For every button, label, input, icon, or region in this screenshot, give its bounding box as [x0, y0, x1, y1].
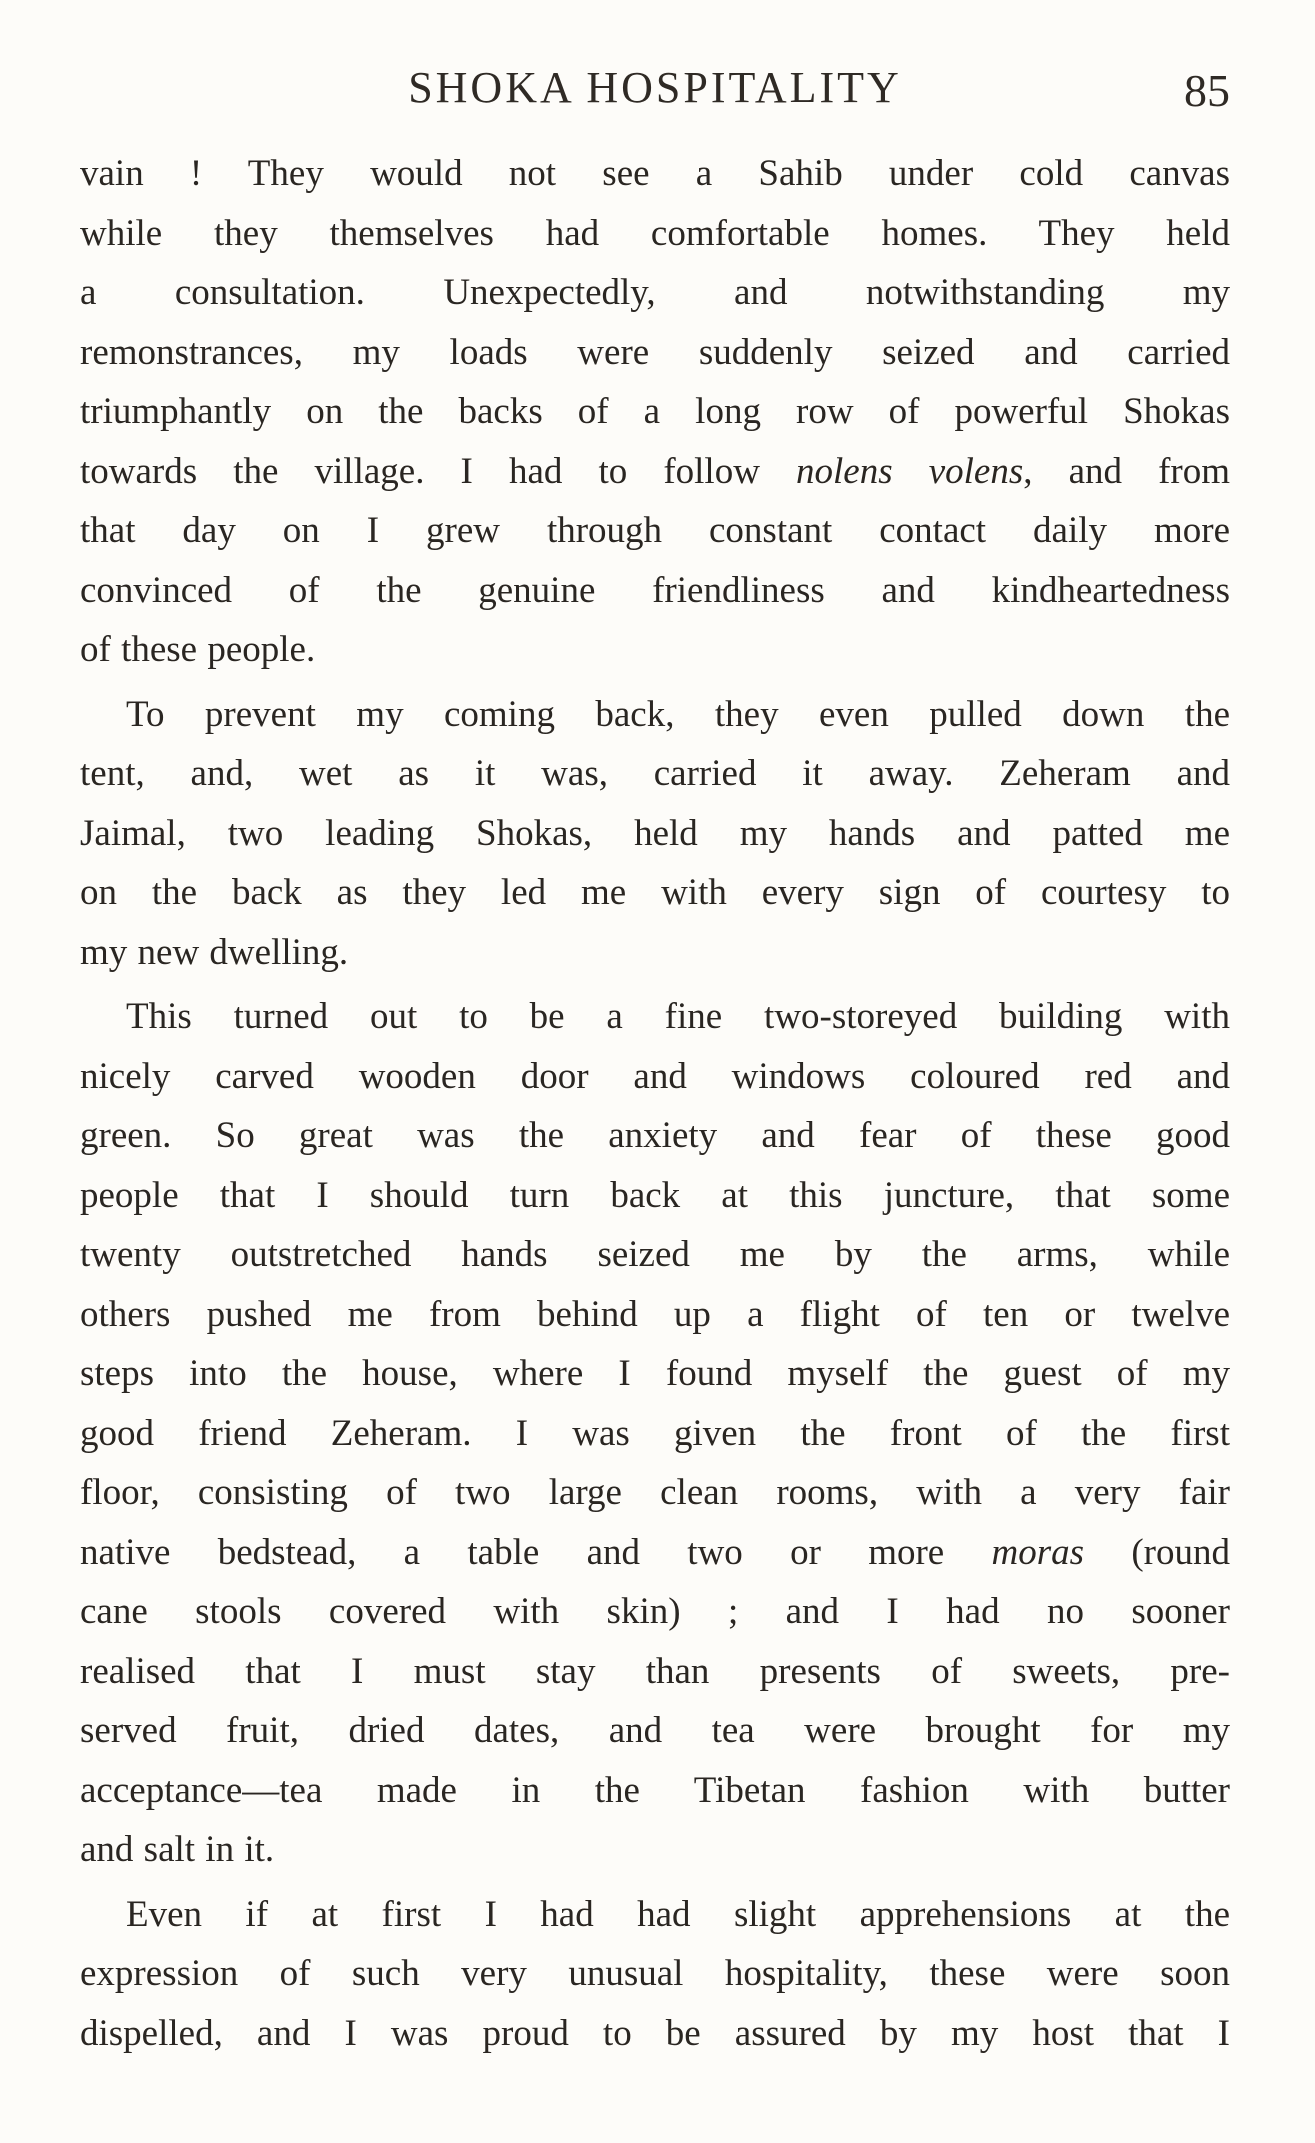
text-line: vain ! They would not see a Sahib under cold canvas — [80, 153, 1230, 194]
running-head — [80, 58, 1230, 118]
text-line: To prevent my coming back, they even pulled down the — [126, 693, 1230, 735]
body-text — [80, 144, 1230, 2063]
text-line: tent, and, wet as it was, carried it away. Zeheram and — [80, 753, 1230, 794]
text-line: convinced of the genuine friendliness and kindheartedness — [80, 569, 1230, 611]
text-line: my new dwelling. — [80, 931, 349, 973]
text-line: realised that I must stay than presents of sweets, pre- — [80, 1650, 1230, 1692]
text-line: remonstrances, my loads were suddenly seized and carried — [80, 331, 1230, 373]
text-line: of these people. — [80, 629, 316, 670]
page-number: 85 — [1184, 65, 1230, 116]
text-line: that day on I grew through constant contact daily more — [80, 510, 1230, 551]
italic-phrase: nolens volens — [796, 450, 1024, 492]
paragraph-3 — [80, 987, 1230, 1880]
text-line: good friend Zeheram. I was given the front of the first — [80, 1412, 1230, 1454]
text-line: served fruit, dried dates, and tea were brought for my — [80, 1710, 1230, 1751]
text-line: a consultation. Unexpectedly, and notwithstanding my — [80, 272, 1230, 313]
text-line: native bedstead, a table and two or more moras (round — [80, 1531, 1230, 1573]
text-line: cane stools covered with skin) ; and I had no sooner — [80, 1591, 1230, 1632]
text-line: while they themselves had comfortable homes. They held — [80, 212, 1230, 254]
text-line: triumphantly on the backs of a long row of powerful Shokas — [80, 391, 1230, 432]
text-line: green. So great was the anxiety and fear of these good — [80, 1115, 1230, 1156]
text-line: and salt in it. — [80, 1829, 275, 1870]
text-line: steps into the house, where I found myself the guest of my — [80, 1353, 1230, 1394]
text-line: nicely carved wooden door and windows coloured red and — [80, 1055, 1230, 1097]
text-line: Jaimal, two leading Shokas, held my hands and patted me — [80, 812, 1230, 854]
text-line: people that I should turn back at this juncture, that some — [80, 1174, 1230, 1216]
paragraph-1 — [80, 144, 1230, 680]
text-line: twenty outstretched hands seized me by the arms, while — [80, 1234, 1230, 1275]
paragraph-2 — [80, 685, 1230, 983]
text-line: dispelled, and I was proud to be assured by my host that I — [80, 2012, 1230, 2054]
text-line: towards the village. I had to follow nolens volens, and from — [80, 450, 1231, 492]
paragraph-4 — [80, 1885, 1230, 2064]
text-line: expression of such very unusual hospitality, these were soon — [80, 1953, 1230, 1994]
text-line: others pushed me from behind up a flight of ten or twelve — [80, 1293, 1230, 1335]
text-line: on the back as they led me with every sign of courtesy to — [80, 872, 1230, 913]
text-line: This turned out to be a fine two-storeyed building with — [126, 996, 1230, 1037]
text-line: Even if at first I had had slight apprehensions at the — [126, 1893, 1230, 1935]
running-title: SHOKA HOSPITALITY — [408, 63, 902, 112]
text-line: acceptance—tea made in the Tibetan fashion with butter — [80, 1769, 1230, 1811]
text-line: floor, consisting of two large clean rooms, with a very fair — [80, 1472, 1230, 1513]
italic-phrase: moras — [991, 1531, 1085, 1573]
